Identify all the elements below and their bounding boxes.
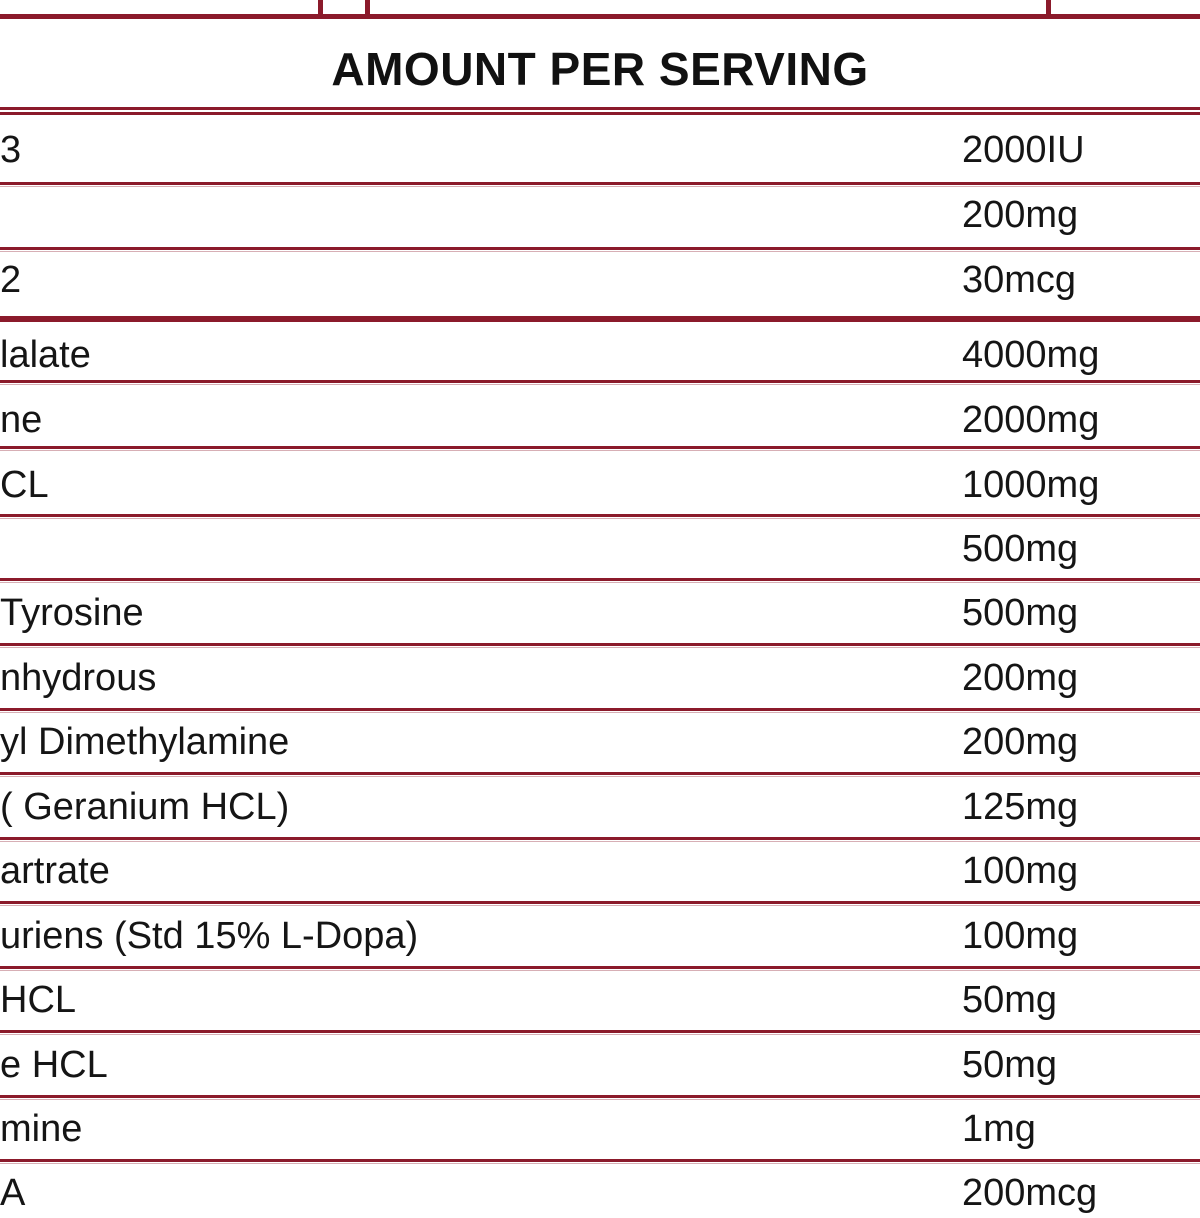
row-separator: [0, 247, 1200, 250]
ingredient-amount: 200mg: [962, 721, 1079, 763]
top-border-line: [0, 14, 1200, 19]
ingredient-amount: 4000mg: [962, 334, 1100, 376]
ingredient-name: ( Geranium HCL): [0, 786, 290, 828]
row-separator: [0, 643, 1200, 646]
row-separator: [0, 901, 1200, 904]
ingredient-amount: 100mg: [962, 915, 1079, 957]
ingredient-name: HCL: [0, 979, 77, 1021]
ingredient-amount: 1mg: [962, 1108, 1036, 1150]
ingredient-name: ne: [0, 399, 43, 441]
row-separator-shadow: [0, 384, 1200, 385]
row-separator: [0, 1159, 1200, 1162]
row-separator: [0, 380, 1200, 383]
row-separator: [0, 708, 1200, 711]
row-separator-shadow: [0, 186, 1200, 187]
row-separator-shadow: [0, 647, 1200, 648]
ingredient-amount: 2000mg: [962, 399, 1100, 441]
row-separator-shadow: [0, 712, 1200, 713]
ingredient-amount: 200mg: [962, 657, 1079, 699]
row-separator: [0, 1030, 1200, 1033]
ingredient-name: artrate: [0, 850, 110, 892]
row-separator: [0, 182, 1200, 185]
row-separator-shadow: [0, 905, 1200, 906]
ingredient-amount: 50mg: [962, 1044, 1058, 1086]
top-divider-tick: [1046, 0, 1051, 14]
top-divider-tick: [365, 0, 370, 18]
row-separator: [0, 446, 1200, 449]
row-separator-shadow: [0, 1099, 1200, 1100]
ingredient-name: mine: [0, 1108, 83, 1150]
row-separator: [0, 316, 1200, 322]
row-separator-shadow: [0, 582, 1200, 583]
ingredient-amount: 125mg: [962, 786, 1079, 828]
ingredient-amount: 200mcg: [962, 1172, 1098, 1214]
ingredient-amount: 500mg: [962, 528, 1079, 570]
row-separator: [0, 1095, 1200, 1098]
ingredient-name: uriens (Std 15% L-Dopa): [0, 915, 419, 957]
header-separator: [0, 112, 1200, 115]
ingredient-amount: 500mg: [962, 592, 1079, 634]
row-separator: [0, 578, 1200, 581]
row-separator: [0, 837, 1200, 840]
ingredient-amount: 100mg: [962, 850, 1079, 892]
ingredient-name: yl Dimethylamine: [0, 721, 290, 763]
ingredient-amount: 2000IU: [962, 129, 1085, 171]
ingredient-name: Tyrosine: [0, 592, 144, 634]
row-separator-shadow: [0, 251, 1200, 252]
ingredient-amount: 200mg: [962, 194, 1079, 236]
ingredient-name: A: [0, 1172, 26, 1214]
ingredient-name: lalate: [0, 334, 91, 376]
ingredient-name: 2: [0, 259, 22, 301]
row-separator-shadow: [0, 776, 1200, 777]
row-separator-shadow: [0, 970, 1200, 971]
amount-per-serving-header: AMOUNT PER SERVING: [331, 43, 869, 95]
row-separator-shadow: [0, 450, 1200, 451]
row-separator: [0, 514, 1200, 517]
ingredient-amount: 50mg: [962, 979, 1058, 1021]
row-separator-shadow: [0, 518, 1200, 519]
row-separator: [0, 772, 1200, 775]
row-separator-shadow: [0, 1163, 1200, 1164]
ingredient-amount: 1000mg: [962, 464, 1100, 506]
top-divider-tick: [318, 0, 323, 14]
ingredient-amount: 30mcg: [962, 259, 1077, 301]
ingredient-name: nhydrous: [0, 657, 157, 699]
ingredient-name: CL: [0, 464, 49, 506]
header-separator: [0, 107, 1200, 110]
row-separator-shadow: [0, 841, 1200, 842]
row-separator-shadow: [0, 1034, 1200, 1035]
ingredient-name: 3: [0, 129, 22, 171]
row-separator: [0, 966, 1200, 969]
ingredient-name: e HCL: [0, 1044, 108, 1086]
